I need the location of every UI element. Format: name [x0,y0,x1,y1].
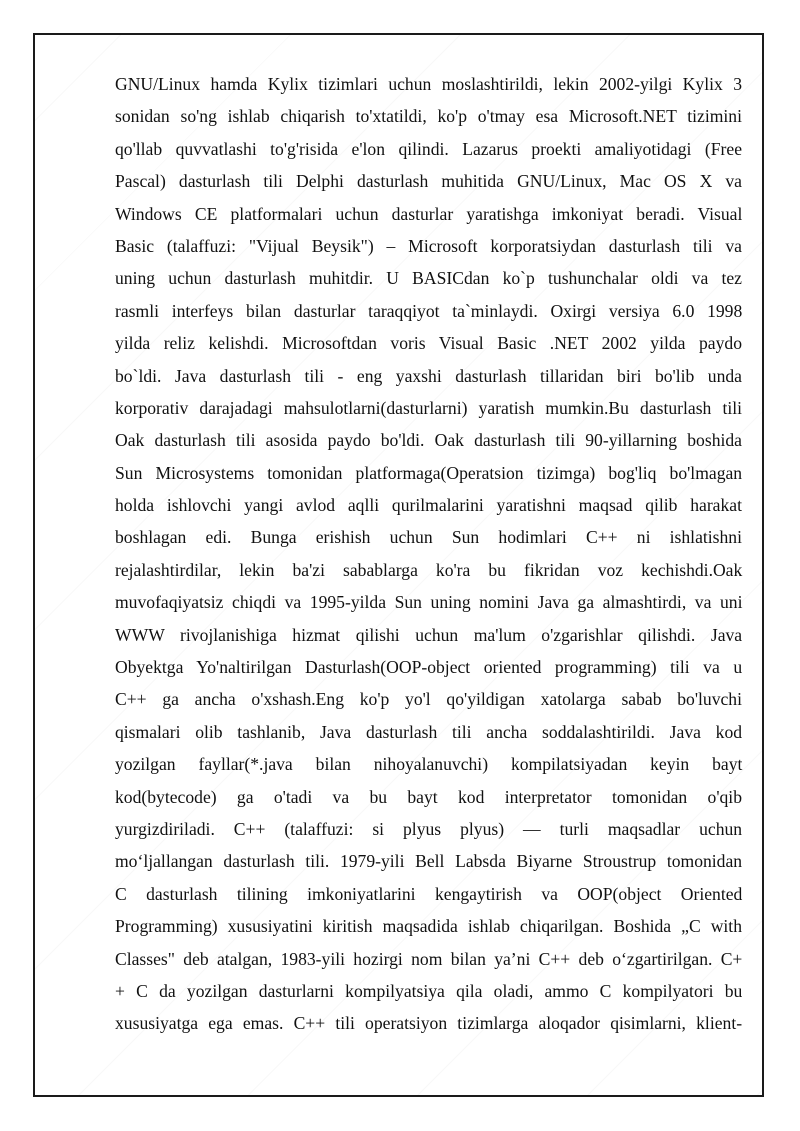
text-line: Programming) xususiyatini kiritish maqsadida ishlab chiqarilgan. Boshida „C with [115,916,742,937]
text-line: mo‘ljallangan dasturlash tili. 1979-yili Bell Labsda Biyarne Stroustrup tomonidan [115,851,743,872]
text-line: GNU/Linux hamda Kylix tizimlari uchun moslashtirildi, lekin 2002-yilgi Kylix 3 [115,74,742,94]
document-body [115,68,742,1040]
text-line: + C da yozilgan dasturlarni kompilyatsiya qila oladi, ammo C kompilyatori bu [115,980,743,1001]
text-line: Oak dasturlash tili asosida paydo bo'ldi. Oak dasturlash tili 90-yillarning boshida [115,430,742,451]
text-line: C dasturlash tilining imkoniyatlarini kengaytirish va OOP(object Oriented [115,883,743,904]
text-line: xususiyatga ega emas. C++ tili operatsiyon tizimlarga aloqador qisimlarni, klient- [115,1013,743,1034]
text-line: korporativ darajadagi mahsulotlarni(dasturlarni) yaratish mumkin.Bu dasturlash tili [115,397,742,418]
text-line: C++ ga ancha o'xshash.Eng ko'p yo'l qo'yildigan xatolarga sabab bo'luvchi [115,689,742,710]
text-line: rasmli interfeys bilan dasturlar taraqqiyot ta`minlaydi. Oxirgi versiya 6.0 1998 [115,300,743,321]
text-line: uning uchun dasturlash muhitdir. U BASICdan ko`p tushunchalar oldi va tez [115,268,742,289]
text-line: yozilgan fayllar(*.java bilan nihoyalanuvchi) kompilatsiyadan keyin bayt [115,754,743,775]
text-line: rejalashtirdilar, lekin ba'zi sabablarga ko'ra bu fikridan voz kechishdi.Oak [115,559,743,580]
text-line: Windows CE platformalari uchun dasturlar yaratishga imkoniyat beradi. Visual [115,203,743,224]
text-line: Classes" deb atalgan, 1983-yili hozirgi nom bilan ya’ni C++ deb o‘zgartirilgan. C+ [115,948,743,969]
text-line: qo'llab quvvatlashi to'g'risida e'lon qilindi. Lazarus proekti amaliyotidagi (Free [115,138,742,159]
text-line: holda ishlovchi yangi avlod aqlli qurilmalarini yaratishni maqsad qilib harakat [115,495,742,516]
text-line: qismalari olib tashlanib, Java dasturlash tili ancha soddalashtirildi. Java kod [115,721,743,742]
text-line: muvofaqiyatsiz chiqdi va 1995-yilda Sun uning nomini Java ga almashtirdi, va uni [115,592,743,613]
text-line: sonidan so'ng ishlab chiqarish to'xtatildi, ko'p o'tmay esa Microsoft.NET tizimini [115,106,742,127]
text-line: Obyektga Yo'naltirilgan Dasturlash(OOP-object oriented programming) tili va u [115,657,743,678]
text-line: bo`ldi. Java dasturlash tili - eng yaxshi dasturlash tillaridan biri bo'lib unda [115,365,742,386]
text-line: Sun Microsystems tomonidan platformaga(Operatsion tizimga) bog'liq bo'lmagan [115,462,743,483]
text-line: yilda reliz kelishdi. Microsoftdan voris Visual Basic .NET 2002 yilda paydo [115,333,742,354]
text-line: Pascal) dasturlash tili Delphi dasturlash muhitida GNU/Linux, Mac OS X va [115,171,742,192]
text-line: Basic (talaffuzi: "Vijual Beysik") – Microsoft korporatsiydan dasturlash tili va [115,235,742,256]
text-line: WWW rivojlanishiga hizmat qilishi uchun ma'lum o'zgarishlar qilishdi. Java [115,624,743,645]
text-line: boshlagan edi. Bunga erishish uchun Sun hodimlari C++ ni ishlatishni [115,527,742,548]
text-line: kod(bytecode) ga o'tadi va bu bayt kod interpretator tomonidan o'qib [115,786,742,807]
text-line: yurgizdiriladi. C++ (talaffuzi: si plyus plyus) — turli maqsadlar uchun [115,818,743,839]
